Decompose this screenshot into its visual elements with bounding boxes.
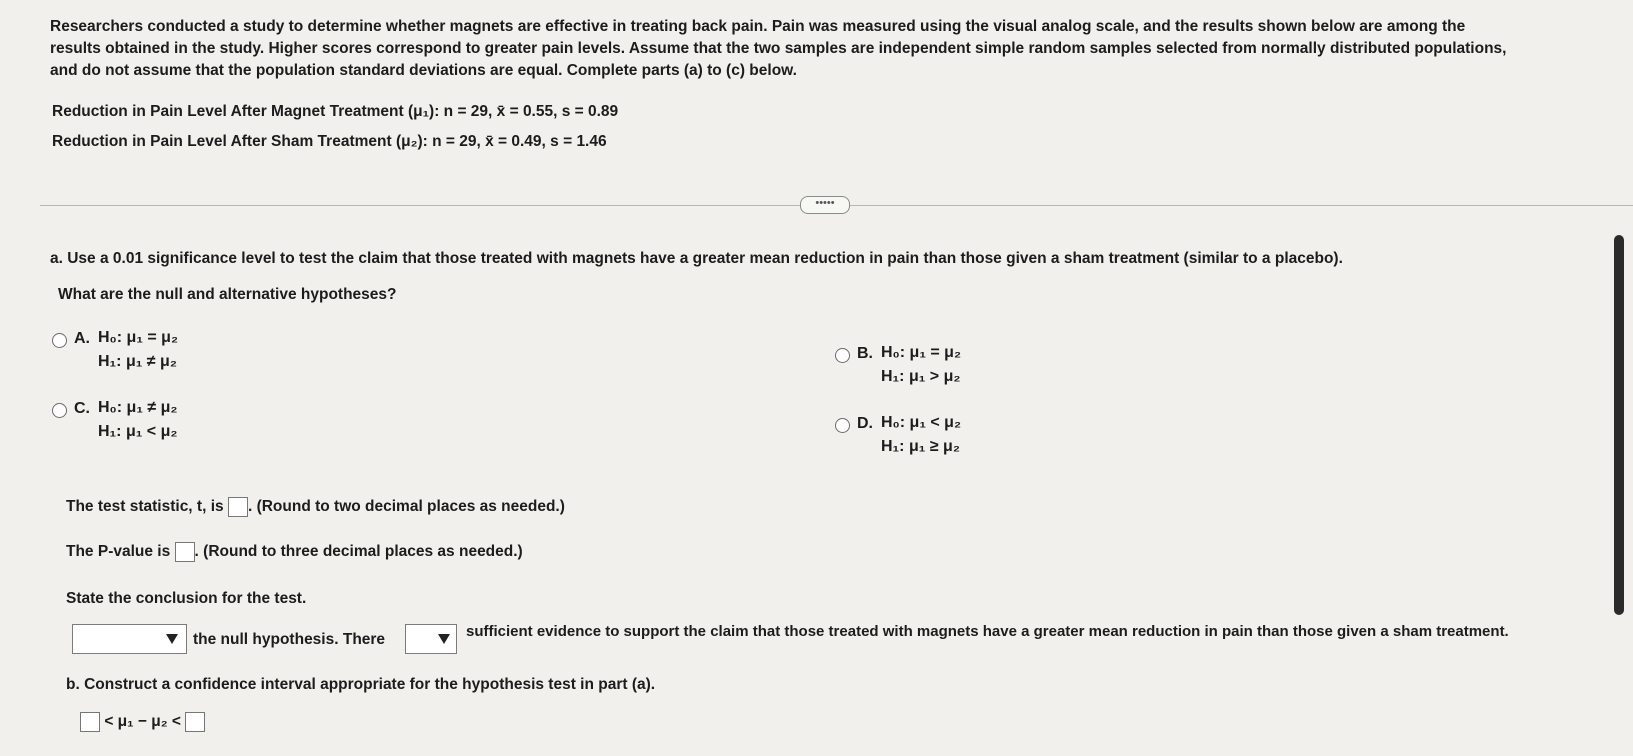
- option-a-radio[interactable]: [52, 333, 67, 348]
- intro-paragraph: [50, 16, 1590, 82]
- option-b-h1: H₁: μ₁ > μ₂: [881, 368, 961, 385]
- option-b-radio[interactable]: [835, 348, 850, 363]
- option-c-h0: H₀: μ₁ ≠ μ₂: [98, 399, 178, 416]
- option-c-h1: H₁: μ₁ < μ₂: [98, 423, 178, 440]
- p-value-input[interactable]: [175, 542, 195, 562]
- chevron-down-icon: [166, 634, 178, 644]
- conclusion-end-text: sufficient evidence to support the claim that those treated with magnets have a greater mean reduction in pain than those given a sham treatment.: [466, 623, 1509, 640]
- expand-more-button[interactable]: •••••: [800, 196, 850, 214]
- option-a-h0: H₀: μ₁ = μ₂: [98, 329, 179, 346]
- option-a-letter: A.: [74, 330, 90, 347]
- vertical-scrollbar[interactable]: [1614, 235, 1624, 615]
- option-d-radio[interactable]: [835, 418, 850, 433]
- option-b-letter: B.: [857, 345, 873, 362]
- p-value-label: The P-value is: [66, 543, 171, 561]
- reject-decision-dropdown[interactable]: [72, 624, 187, 654]
- option-d-h1: H₁: μ₁ ≥ μ₂: [881, 438, 960, 455]
- conclusion-label: State the conclusion for the test.: [66, 590, 307, 607]
- chevron-down-icon: [438, 634, 450, 644]
- hypotheses-question: What are the null and alternative hypotheses?: [58, 286, 397, 303]
- ci-upper-input[interactable]: [185, 712, 205, 732]
- part-b-prompt: b. Construct a confidence interval appropriate for the hypothesis test in part (a).: [66, 676, 656, 693]
- test-statistic-row: [66, 497, 565, 517]
- option-c-letter: C.: [74, 400, 90, 417]
- p-value-row: [66, 542, 523, 562]
- option-d-letter: D.: [857, 415, 873, 432]
- intro-line-1: Researchers conducted a study to determine whether magnets are effective in treating back pain. Pain was measured using the visual analog scale, and the results shown below are among the: [50, 18, 1466, 35]
- test-statistic-label: The test statistic, t, is: [66, 498, 224, 516]
- intro-line-2: results obtained in the study. Higher scores correspond to greater pain levels. Assume that the two samples are independent simple random samples selected from normally distributed populations,: [50, 40, 1507, 57]
- conclusion-middle-text: the null hypothesis. There: [193, 631, 386, 648]
- option-c-radio[interactable]: [52, 403, 67, 418]
- ci-lower-input[interactable]: [80, 712, 100, 732]
- option-d-h0: H₀: μ₁ < μ₂: [881, 414, 962, 431]
- magnet-data-line: Reduction in Pain Level After Magnet Treatment (μ₁): n = 29, x̄ = 0.55, s = 0.89: [52, 103, 619, 120]
- part-a-prompt: a. Use a 0.01 significance level to test the claim that those treated with magnets have a greater mean reduction in pain than those given a sham treatment (similar to a placebo).: [50, 250, 1343, 267]
- option-b-h0: H₀: μ₁ = μ₂: [881, 344, 962, 361]
- intro-line-3: and do not assume that the population standard deviations are equal. Complete parts (a) to (c) below.: [50, 62, 797, 79]
- ci-middle-text: < μ₁ − μ₂ <: [104, 713, 181, 731]
- test-statistic-input[interactable]: [228, 497, 248, 517]
- sham-data-line: Reduction in Pain Level After Sham Treatment (μ₂): n = 29, x̄ = 0.49, s = 1.46: [52, 133, 607, 150]
- option-a-h1: H₁: μ₁ ≠ μ₂: [98, 353, 177, 370]
- p-value-hint: . (Round to three decimal places as needed.): [194, 543, 523, 561]
- evidence-dropdown[interactable]: [405, 624, 457, 654]
- test-statistic-hint: . (Round to two decimal places as needed.): [247, 498, 565, 516]
- confidence-interval-row: [80, 712, 205, 732]
